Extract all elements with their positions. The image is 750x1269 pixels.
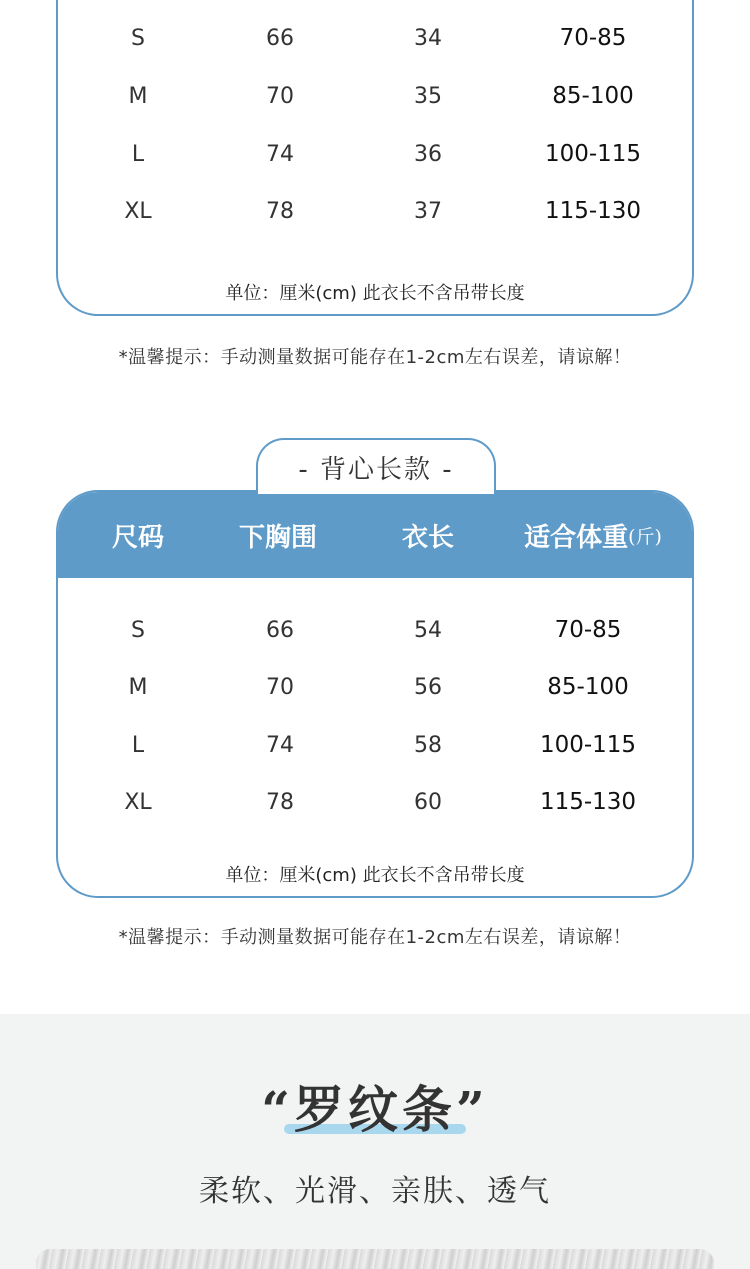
weight-cell: 70-85 (559, 25, 627, 51)
size-cell: M (128, 83, 148, 109)
size-cell: S (131, 25, 145, 51)
table-tab-title: - 背心长款 - (256, 438, 496, 494)
chest-cell: 74 (266, 732, 294, 758)
unit-note: 单位：厘米(cm) 此衣长不含吊带长度 (225, 865, 525, 886)
size-cell: L (131, 732, 145, 758)
table-row (58, 191, 692, 231)
header-weight-unit: (斤) (628, 525, 662, 548)
measurement-tip: *温馨提示：手动测量数据可能存在1-2cm左右误差，请谅解！ (118, 347, 632, 368)
size-cell: XL (124, 789, 152, 815)
chest-cell: 66 (266, 617, 294, 643)
weight-cell: 115-130 (539, 789, 637, 815)
length-cell: 60 (414, 789, 442, 815)
length-cell: 35 (414, 83, 442, 109)
table-row (58, 782, 692, 822)
size-cell: L (131, 141, 145, 167)
header-chest: 下胸围 (238, 522, 317, 553)
chest-cell: 74 (266, 141, 294, 167)
table-header (58, 492, 692, 578)
table-row (58, 134, 692, 174)
header-size: 尺码 (111, 522, 164, 553)
size-table-long (56, 490, 694, 898)
chest-cell: 70 (266, 83, 294, 109)
weight-cell: 70-85 (554, 617, 622, 643)
header-weight-label: 适合体重 (524, 522, 629, 553)
feature-subtitle: 柔软、光滑、亲肤、透气 (199, 1174, 551, 1209)
measurement-tip: *温馨提示：手动测量数据可能存在1-2cm左右误差，请谅解！ (118, 927, 632, 948)
chest-cell: 70 (266, 674, 294, 700)
size-cell: XL (124, 198, 152, 224)
header-length: 衣长 (401, 522, 454, 553)
fabric-image (36, 1249, 714, 1269)
chest-cell: 78 (266, 789, 294, 815)
chest-cell: 66 (266, 25, 294, 51)
weight-cell: 85-100 (547, 674, 629, 700)
length-cell: 37 (414, 198, 442, 224)
length-cell: 56 (414, 674, 442, 700)
weight-cell: 85-100 (552, 83, 634, 109)
size-table-short (56, 0, 694, 316)
length-cell: 34 (414, 25, 442, 51)
table-row (58, 18, 692, 58)
chest-cell: 78 (266, 198, 294, 224)
unit-note: 单位：厘米(cm) 此衣长不含吊带长度 (225, 283, 525, 304)
feature-title: “罗纹条” (261, 1080, 489, 1139)
weight-cell: 100-115 (544, 141, 642, 167)
weight-cell: 115-130 (544, 198, 642, 224)
weight-cell: 100-115 (539, 732, 637, 758)
size-cell: M (128, 674, 148, 700)
table-row (58, 76, 692, 116)
table-row (58, 725, 692, 765)
size-cell: S (131, 617, 145, 643)
table-row (58, 610, 692, 650)
length-cell: 36 (414, 141, 442, 167)
table-row (58, 667, 692, 707)
header-weight (508, 492, 678, 578)
length-cell: 54 (414, 617, 442, 643)
length-cell: 58 (414, 732, 442, 758)
